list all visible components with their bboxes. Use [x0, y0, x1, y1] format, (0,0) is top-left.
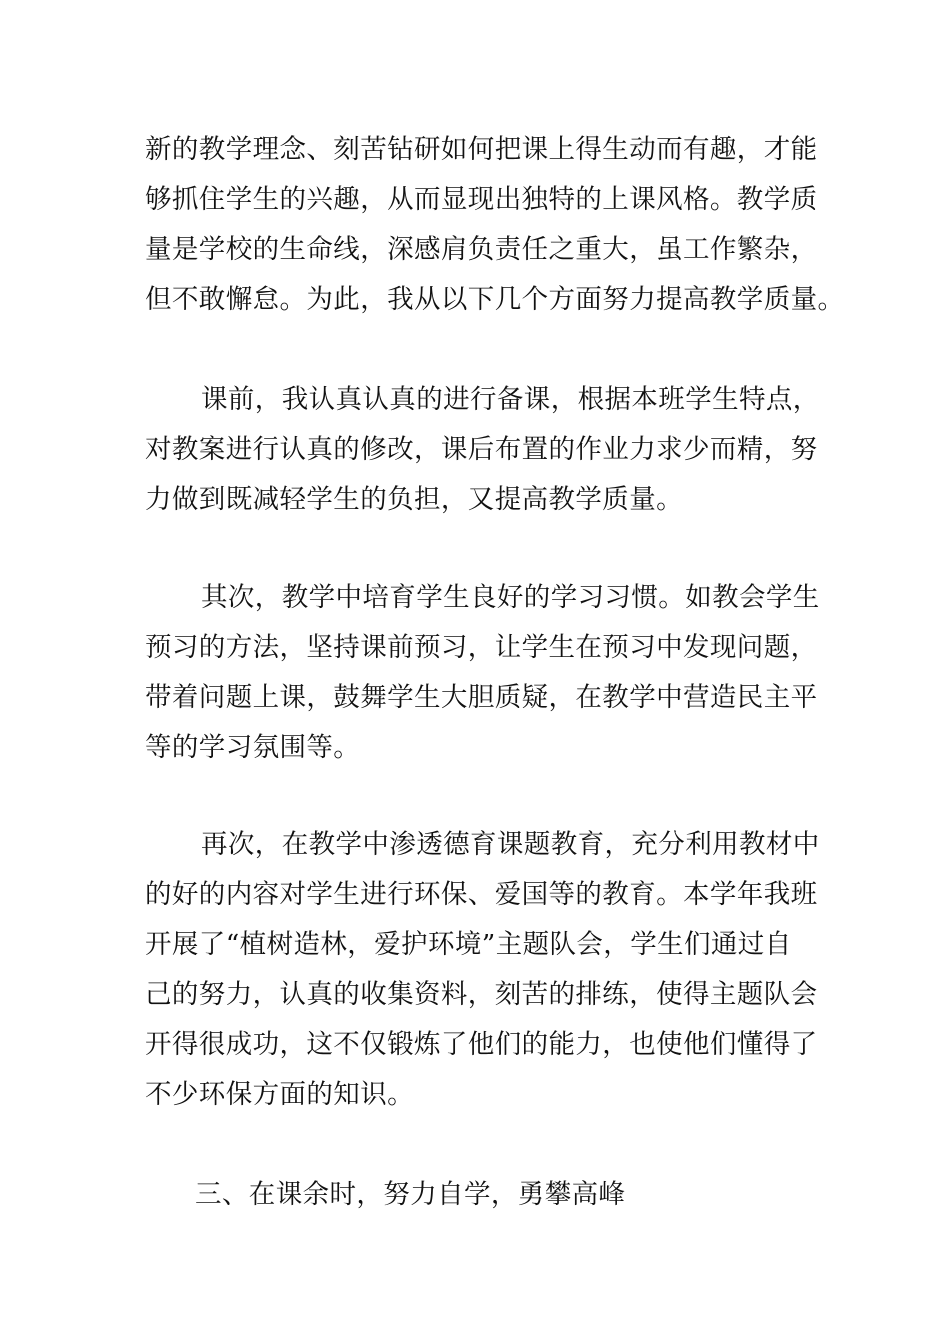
paragraph-line: 课前，我认真认真的进行备课，根据本班学生特点，: [201, 384, 820, 415]
paragraph-line: 量是学校的生命线，深感肩负责任之重大，虽工作繁杂，: [145, 234, 818, 265]
paragraph-lesson-preparation: [145, 375, 820, 525]
paragraph-line: 但不敢懈怠。为此，我从以下几个方面努力提高教学质量。: [145, 284, 845, 315]
paragraph-line: 的好的内容对学生进行环保、爱国等的教育。本学年我班: [145, 879, 818, 910]
paragraph-moral-education: [145, 820, 820, 1120]
paragraph-line: 力做到既减轻学生的负担，又提高教学质量。: [145, 484, 683, 515]
paragraph-line: 等的学习氛围等。: [145, 732, 361, 763]
paragraph-line: 够抓住学生的兴趣，从而显现出独特的上课风格。教学质: [145, 184, 818, 215]
paragraph-line: 预习的方法，坚持课前预习，让学生在预习中发现问题，: [145, 632, 818, 663]
paragraph-line: 再次，在教学中渗透德育课题教育，充分利用教材中: [201, 829, 820, 860]
section-heading: [195, 1170, 715, 1220]
paragraph-line: 不少环保方面的知识。: [145, 1079, 414, 1110]
paragraph-line: 己的努力，认真的收集资料，刻苦的排练，使得主题队会: [145, 979, 818, 1010]
paragraph-line: 其次，教学中培育学生良好的学习习惯。如教会学生: [201, 582, 820, 613]
paragraph-line: 开得很成功，这不仅锻炼了他们的能力，也使他们懂得了: [145, 1029, 818, 1060]
paragraph-line: 开展了“植树造林，爱护环境”主题队会，学生们通过自: [145, 929, 792, 960]
paragraph-learning-habits: [145, 573, 820, 773]
paragraph-line: 带着问题上课，鼓舞学生大胆质疑，在教学中营造民主平: [145, 682, 818, 713]
paragraph-teaching-philosophy: [145, 125, 845, 325]
section-heading-text: 三、在课余时，努力自学，勇攀高峰: [195, 1179, 626, 1210]
paragraph-line: 新的教学理念、刻苦钻研如何把课上得生动而有趣，才能: [145, 134, 818, 165]
paragraph-line: 对教案进行认真的修改，课后布置的作业力求少而精，努: [145, 434, 818, 465]
